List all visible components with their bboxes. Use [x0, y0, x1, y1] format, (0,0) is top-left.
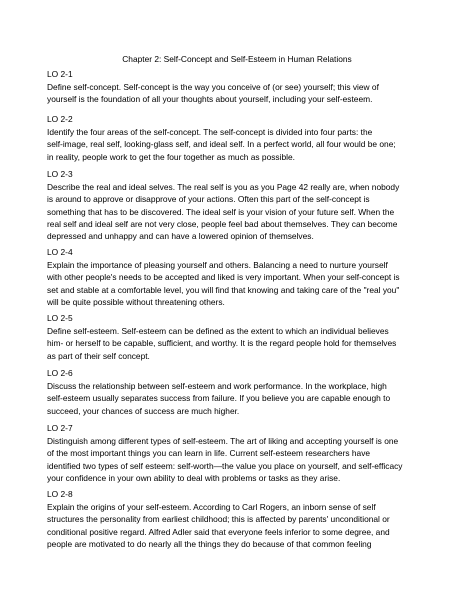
- section-line: him- or herself to be capable, sufficient, and worthy. It is the regard people hold for themselves: [47, 338, 397, 349]
- section-line: will be quite possible without threatening others.: [47, 296, 225, 307]
- section-line: Explain the importance of pleasing yourself and others. Balancing a need to nurture yourself: [47, 260, 388, 270]
- section-line: Explain the origins of your self-esteem. According to Carl Rogers, an inborn sense of self: [47, 502, 376, 512]
- section-line: Discuss the relationship between self-esteem and work performance. In the workplace, high: [47, 381, 387, 391]
- section-line: Distinguish among different types of self-esteem. The art of liking and accepting yourself is one: [47, 436, 399, 446]
- section-line: structures the personality from earliest childhood; this is affected by parents' unconditional or: [47, 514, 390, 525]
- section-line: people are motivated to do nearly all the things they do because of that common feeling: [47, 538, 372, 549]
- section-line: your confidence in your own ability to deal with problems or tasks as they arise.: [47, 472, 341, 483]
- section-lo-2-1: [47, 69, 439, 106]
- section-label: LO 2-2: [47, 114, 73, 124]
- section-line: Describe the real and ideal selves. The real self is you as you Page 42 really are, when nobody: [47, 182, 400, 192]
- section-line: succeed, your chances of success are much higher.: [47, 405, 240, 416]
- section-label: LO 2-8: [47, 489, 73, 499]
- section-line: depressed and unhappy and can have a lowered opinion of themselves.: [47, 231, 314, 242]
- document-title: Chapter 2: Self-Concept and Self-Esteem in Human Relations: [122, 54, 352, 64]
- section-line: identified two types of self esteem: self-worth—the value you place on yourself, and self-efficacy: [47, 460, 403, 471]
- section-label: LO 2-5: [47, 313, 73, 323]
- section-label: LO 2-3: [47, 169, 73, 179]
- section-label: LO 2-1: [47, 69, 73, 79]
- section-label: LO 2-7: [47, 423, 73, 433]
- section-lo-2-5: [47, 313, 439, 362]
- section-line: Define self-esteem. Self-esteem can be defined as the extent to which an individual believes: [47, 326, 389, 336]
- section-line: is around to approve or disapprove of your actions. Often this part of the self-concept is: [47, 194, 370, 205]
- section-lo-2-6: [47, 368, 439, 417]
- section-line: of the most important things you can learn in life. Current self-esteem researchers have: [47, 448, 371, 459]
- section-line: with other people's needs to be accepted and liked is very important. When your self-concept is: [47, 272, 400, 283]
- section-label: LO 2-6: [47, 368, 73, 378]
- section-line: something that has to be discovered. The ideal self is your vision of your future self. When the: [47, 206, 395, 217]
- section-lo-2-7: [47, 423, 439, 484]
- section-lo-2-4: [47, 247, 439, 308]
- section-line: real self and ideal self are not very close, people feel bad about themselves. They can become: [47, 218, 398, 229]
- section-line: as part of their self concept.: [47, 350, 150, 361]
- section-line: Define self-concept. Self-concept is the way you conceive of (or see) yourself; this view of: [47, 82, 379, 92]
- section-label: LO 2-4: [47, 247, 73, 257]
- section-line: Identify the four areas of the self-concept. The self-concept is divided into four parts: the: [47, 127, 373, 137]
- section-line: yourself is the foundation of all your thoughts about yourself, including your self-esteem.: [47, 94, 373, 105]
- section-line: self-image, real self, looking-glass self, and ideal self. In a perfect world, all four would be one;: [47, 139, 396, 150]
- section-line: conditional positive regard. Alfred Adler said that everyone feels inferior to some degree, and: [47, 526, 390, 537]
- section-lo-2-3: [47, 169, 439, 242]
- section-line: set and stable at a comfortable level, you will find that knowing and taking care of the "real you": [47, 284, 400, 295]
- section-lo-2-8: [47, 489, 439, 550]
- section-line: in reality, people work to get the four together as much as possible.: [47, 151, 295, 162]
- section-lo-2-2: [47, 114, 439, 163]
- section-line: self-esteem usually separates success from failure. If you believe you are capable enough to: [47, 393, 391, 404]
